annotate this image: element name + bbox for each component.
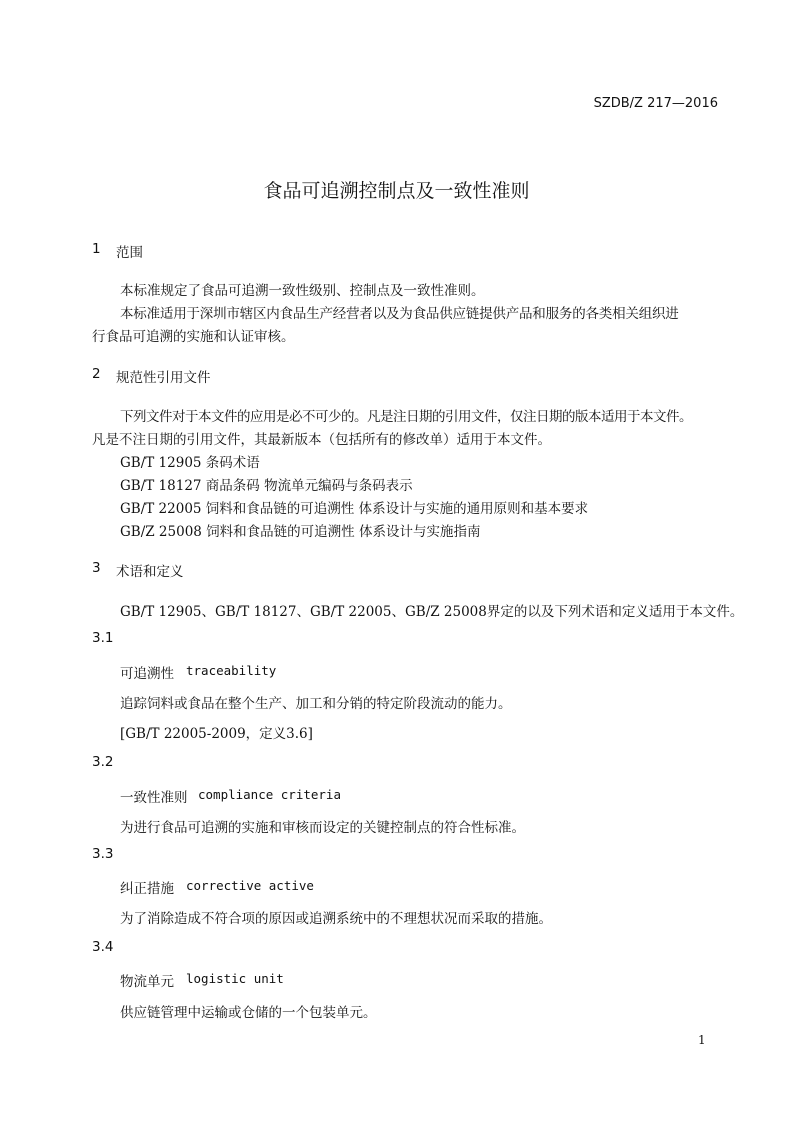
reference-item: GB/T 22005 饲料和食品链的可追溯性 体系设计与实施的通用原则和基本要求: [120, 501, 589, 517]
term-en: logistic unit: [186, 971, 284, 986]
section-3-number: 3: [92, 560, 101, 576]
paragraph: 行食品可追溯的实施和认证审核。: [92, 329, 295, 345]
term-zh: 纠正措施: [120, 881, 174, 897]
paragraph: 凡是不注日期的引用文件，其最新版本（包括所有的修改单）适用于本文件。: [92, 432, 551, 448]
page-number: 1: [698, 1033, 706, 1047]
term-en: corrective active: [186, 878, 314, 893]
term-number: 3.4: [92, 939, 114, 955]
section-1-title: 范围: [116, 245, 143, 261]
section-3-title: 术语和定义: [116, 564, 184, 580]
paragraph: 下列文件对于本文件的应用是必不可少的。凡是注日期的引用文件，仅注日期的版本适用于本文件。: [120, 409, 692, 425]
reference-item: GB/T 18127 商品条码 物流单元编码与条码表示: [120, 478, 413, 494]
term-definition: 为了消除造成不符合项的原因或追溯系统中的不理想状况而采取的措施。: [120, 911, 552, 927]
term-number: 3.1: [92, 630, 114, 646]
term-source: [GB/T 22005-2009，定义3.6]: [120, 726, 313, 742]
term-number: 3.2: [92, 754, 114, 770]
paragraph: 本标准适用于深圳市辖区内食品生产经营者以及为食品供应链提供产品和服务的各类相关组织进: [120, 306, 679, 322]
term-zh: 一致性准则: [120, 790, 188, 806]
reference-item: GB/Z 25008 饲料和食品链的可追溯性 体系设计与实施指南: [120, 524, 481, 540]
term-en: traceability: [186, 663, 277, 678]
reference-item: GB/T 12905 条码术语: [120, 455, 260, 471]
term-number: 3.3: [92, 846, 114, 862]
section-2-title: 规范性引用文件: [116, 370, 211, 386]
section-1-number: 1: [92, 241, 101, 257]
page-title: 食品可追溯控制点及一致性准则: [263, 180, 530, 202]
term-definition: 供应链管理中运输或仓储的一个包装单元。: [120, 1005, 377, 1021]
term-definition: 追踪饲料或食品在整个生产、加工和分销的特定阶段流动的能力。: [120, 696, 512, 712]
term-en: compliance criteria: [198, 787, 341, 802]
term-zh: 物流单元: [120, 974, 174, 990]
standard-code: SZDB/Z 217—2016: [593, 96, 718, 111]
term-zh: 可追溯性: [120, 666, 174, 682]
term-definition: 为进行食品可追溯的实施和审核而设定的关键控制点的符合性标准。: [120, 820, 525, 836]
section-2-number: 2: [92, 366, 101, 382]
paragraph: 本标准规定了食品可追溯一致性级别、控制点及一致性准则。: [120, 283, 485, 299]
paragraph: GB/T 12905、GB/T 18127、GB/T 22005、GB/Z 25008界定的以及下列术语和定义适用于本文件。: [120, 604, 744, 620]
